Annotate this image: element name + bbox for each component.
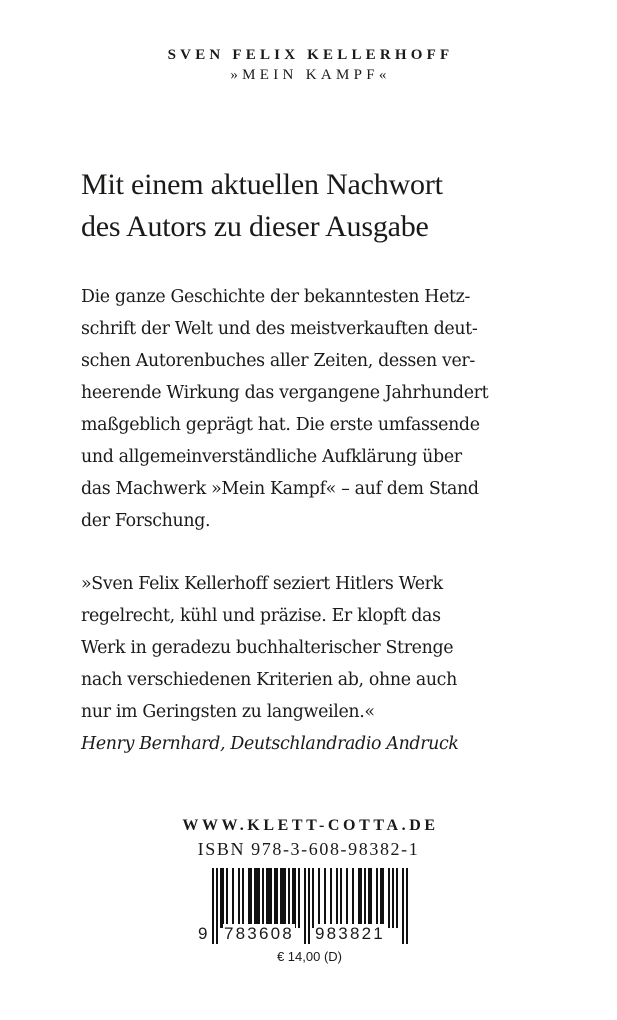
author-name: SVEN FELIX KELLERHOFF [167,47,454,63]
publisher-website: WWW.KLETT-COTTA.DE [182,817,439,834]
blurb-line: maßgeblich geprägt hat. Die erste umfassende [81,415,480,435]
headline-line: des Autors zu dieser Ausgabe [81,210,429,243]
barcode-left-digits: 783608 [224,924,294,943]
headline [81,164,551,248]
price-label: € 14,00 (D) [276,949,343,964]
review-quote [81,568,551,760]
blurb-line: schrift der Welt und des meistverkauften deut- [81,319,478,339]
barcode-right-digits: 983821 [315,924,385,943]
isbn-number: ISBN 978-3-608-98382-1 [197,839,420,859]
blurb-line: der Forschung. [81,511,211,531]
barcode [198,868,412,944]
quote-line: regelrecht, kühl und präzise. Er klopft das [81,606,441,626]
blurb-paragraph [81,281,551,537]
blurb-line: das Machwerk »Mein Kampf« – auf dem Stand [81,479,479,499]
publisher-footer [0,815,617,861]
quote-line: Werk in geradezu buchhalterischer Strenge [81,638,454,658]
blurb-line: und allgemeinverständliche Aufklärung über [81,447,462,467]
barcode-first-digit: 9 [198,924,210,943]
blurb-line: heerende Wirkung das vergangene Jahrhundert [81,383,489,403]
blurb-line: Die ganze Geschichte der bekanntesten Hetz- [81,287,471,307]
cover-header [0,45,617,85]
headline-line: Mit einem aktuellen Nachwort [81,168,443,201]
quote-line: nur im Geringsten zu langweilen.« [81,702,375,722]
blurb-line: schen Autorenbuches aller Zeiten, dessen ver- [81,351,475,371]
quote-line: nach verschiedenen Kriterien ab, ohne auch [81,670,457,690]
quote-line: »Sven Felix Kellerhoff seziert Hitlers Werk [81,574,443,594]
quote-attribution: Henry Bernhard, Deutschlandradio Andruck [81,734,459,754]
book-title: »MEIN KAMPF« [230,67,391,83]
